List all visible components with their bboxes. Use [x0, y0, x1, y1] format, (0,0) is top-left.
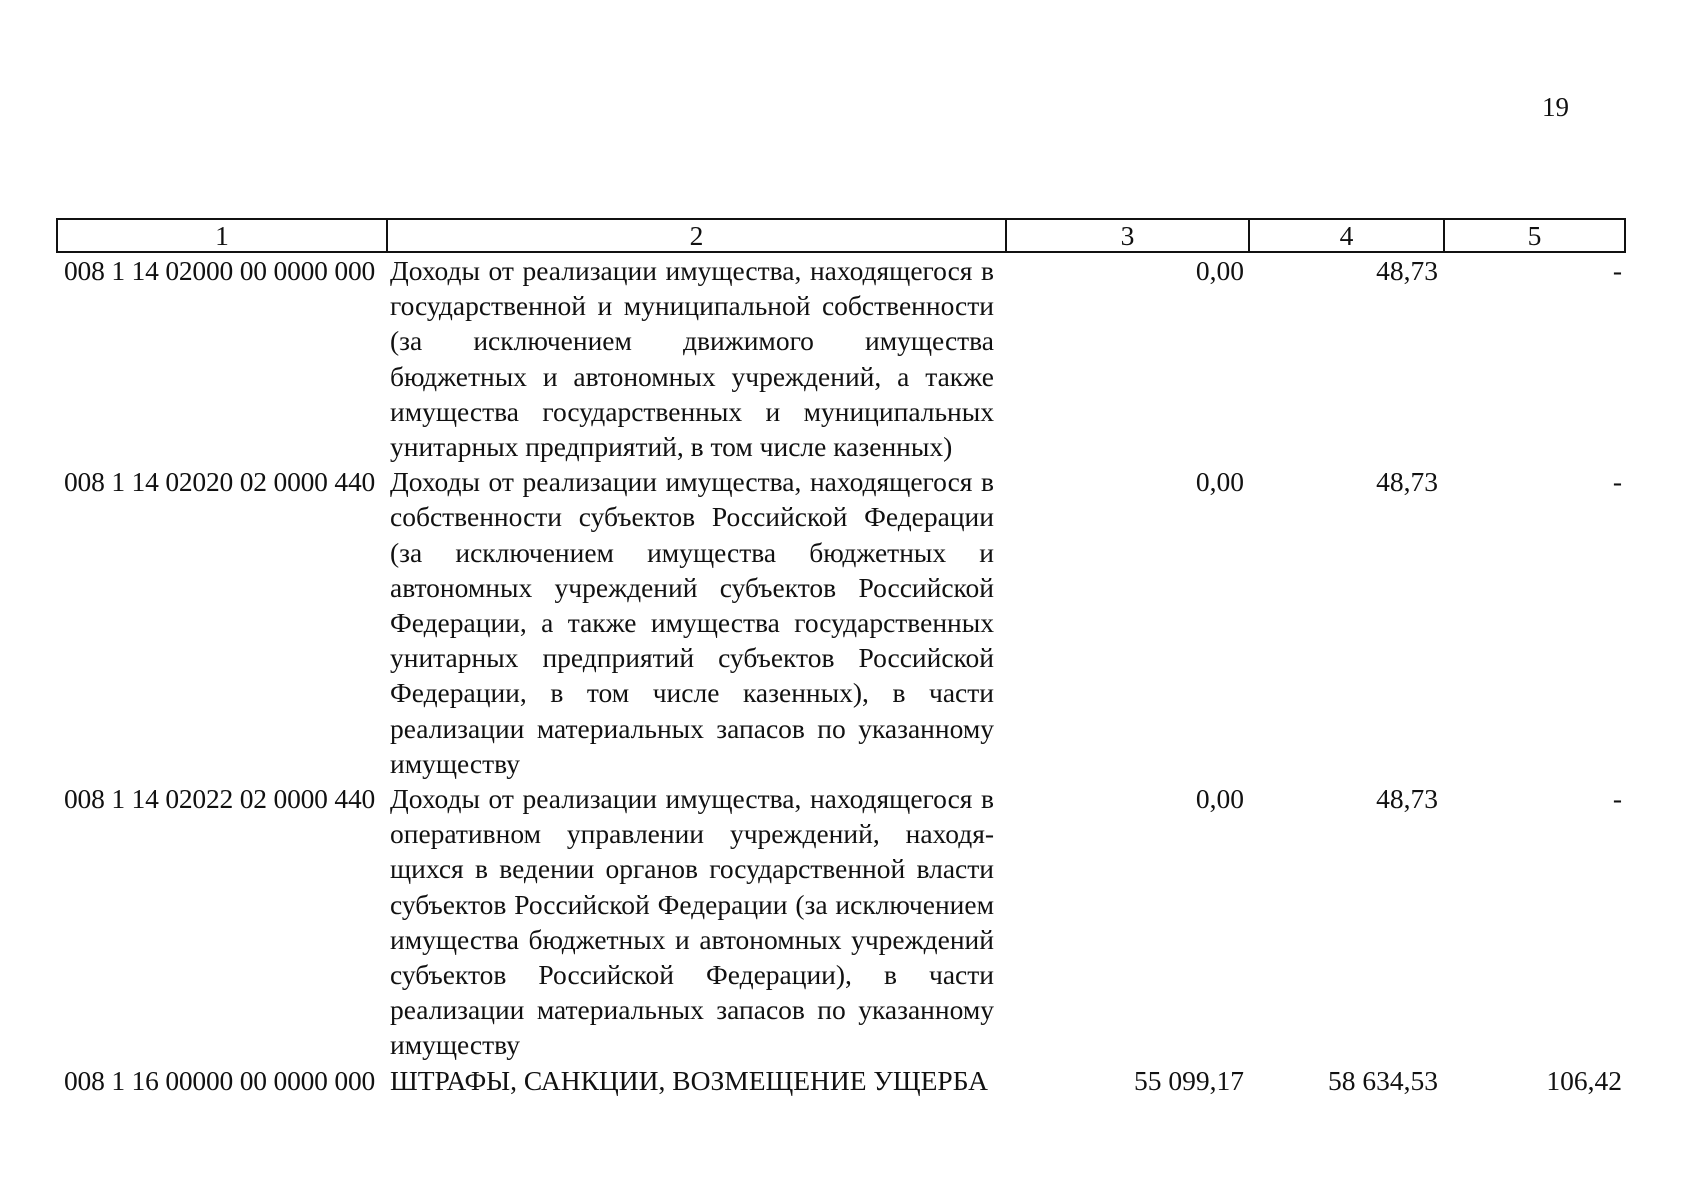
header-col-1: 1	[57, 219, 387, 252]
revenue-name-line: субъектов Российской Федерации (за исключением	[390, 888, 994, 920]
revenue-name-line: имуществу	[390, 747, 520, 779]
revenue-name-line: имущества бюджетных и автономных учреждений	[390, 923, 994, 955]
revenue-name-line: имущества государственных и муниципальных	[390, 395, 994, 427]
plan-value-cell: 55 099,17	[1134, 1064, 1244, 1096]
revenue-name-line: автономных учреждений субъектов Российской	[390, 571, 994, 603]
revenue-name-line: Доходы от реализации имущества, находящегося в	[390, 255, 994, 286]
percent-cell: -	[1612, 783, 1622, 815]
revenue-name-line: ШТРАФЫ, САНКЦИИ, ВОЗМЕЩЕНИЕ УЩЕРБА	[390, 1064, 989, 1096]
revenue-name-line: Федерации, в том числе казенных), в части	[390, 677, 994, 709]
actual-value-cell: 48,73	[1376, 783, 1438, 815]
percent-cell: -	[1612, 255, 1622, 286]
revenue-name-line: государственной и муниципальной собственности	[390, 290, 994, 322]
header-col-4: 4	[1249, 219, 1444, 252]
budget-code-cell: 008 1 14 02022 02 0000 440	[64, 783, 376, 815]
revenue-name-line: бюджетных и автономных учреждений, а также	[390, 360, 994, 392]
plan-value-cell: 0,00	[1195, 255, 1244, 286]
plan-value-cell: 0,00	[1195, 783, 1244, 815]
revenue-name-line: (за исключением движимого имущества	[390, 325, 994, 357]
table-row	[57, 464, 1625, 781]
revenue-name-line: реализации материальных запасов по указанному	[390, 994, 994, 1026]
revenue-name-cell	[387, 1063, 1006, 1098]
percent-cell: -	[1612, 466, 1622, 498]
table-header	[57, 219, 1625, 252]
table-body	[57, 252, 1625, 1098]
revenue-table-container	[56, 218, 1624, 1098]
header-col-3: 3	[1006, 219, 1249, 252]
revenue-name-line: (за исключением имущества бюджетных и	[390, 536, 994, 568]
header-row	[57, 219, 1625, 252]
page-number: 19	[1542, 92, 1569, 122]
revenue-name-line: Доходы от реализации имущества, находящегося в	[390, 783, 994, 815]
revenue-table	[56, 218, 1626, 1098]
revenue-name-line: унитарных предприятий субъектов Российской	[390, 642, 994, 674]
actual-value-cell: 58 634,53	[1328, 1064, 1438, 1096]
plan-value-cell: 0,00	[1195, 466, 1244, 498]
revenue-name-line: имуществу	[390, 1029, 520, 1061]
revenue-name-line: Доходы от реализации имущества, находящегося в	[390, 466, 994, 498]
actual-value-cell: 48,73	[1376, 466, 1438, 498]
table-row	[57, 781, 1625, 1063]
budget-code-cell: 008 1 16 00000 00 0000 000	[64, 1064, 376, 1096]
revenue-name-cell	[387, 781, 1006, 1063]
header-col-5: 5	[1444, 219, 1625, 252]
revenue-name-line: щихся в ведении органов государственной власти	[390, 853, 994, 885]
table-row	[57, 1063, 1625, 1098]
percent-cell: 106,42	[1546, 1064, 1622, 1096]
budget-code-cell: 008 1 14 02020 02 0000 440	[64, 466, 376, 498]
revenue-name-line: Федерации, а также имущества государственных	[390, 607, 994, 639]
revenue-name-line: унитарных предприятий, в том числе казенных)	[390, 431, 953, 463]
revenue-name-line: оперативном управлении учреждений, находя-	[390, 818, 994, 850]
header-col-2: 2	[387, 219, 1006, 252]
budget-code-cell: 008 1 14 02000 00 0000 000	[64, 255, 376, 286]
revenue-name-cell	[387, 252, 1006, 464]
revenue-name-line: реализации материальных запасов по указанному	[390, 712, 994, 744]
revenue-name-cell	[387, 464, 1006, 781]
table-row	[57, 252, 1625, 464]
revenue-name-line: собственности субъектов Российской Федерации	[390, 501, 994, 533]
revenue-name-line: субъектов Российской Федерации), в части	[390, 959, 994, 991]
actual-value-cell: 48,73	[1376, 255, 1438, 286]
